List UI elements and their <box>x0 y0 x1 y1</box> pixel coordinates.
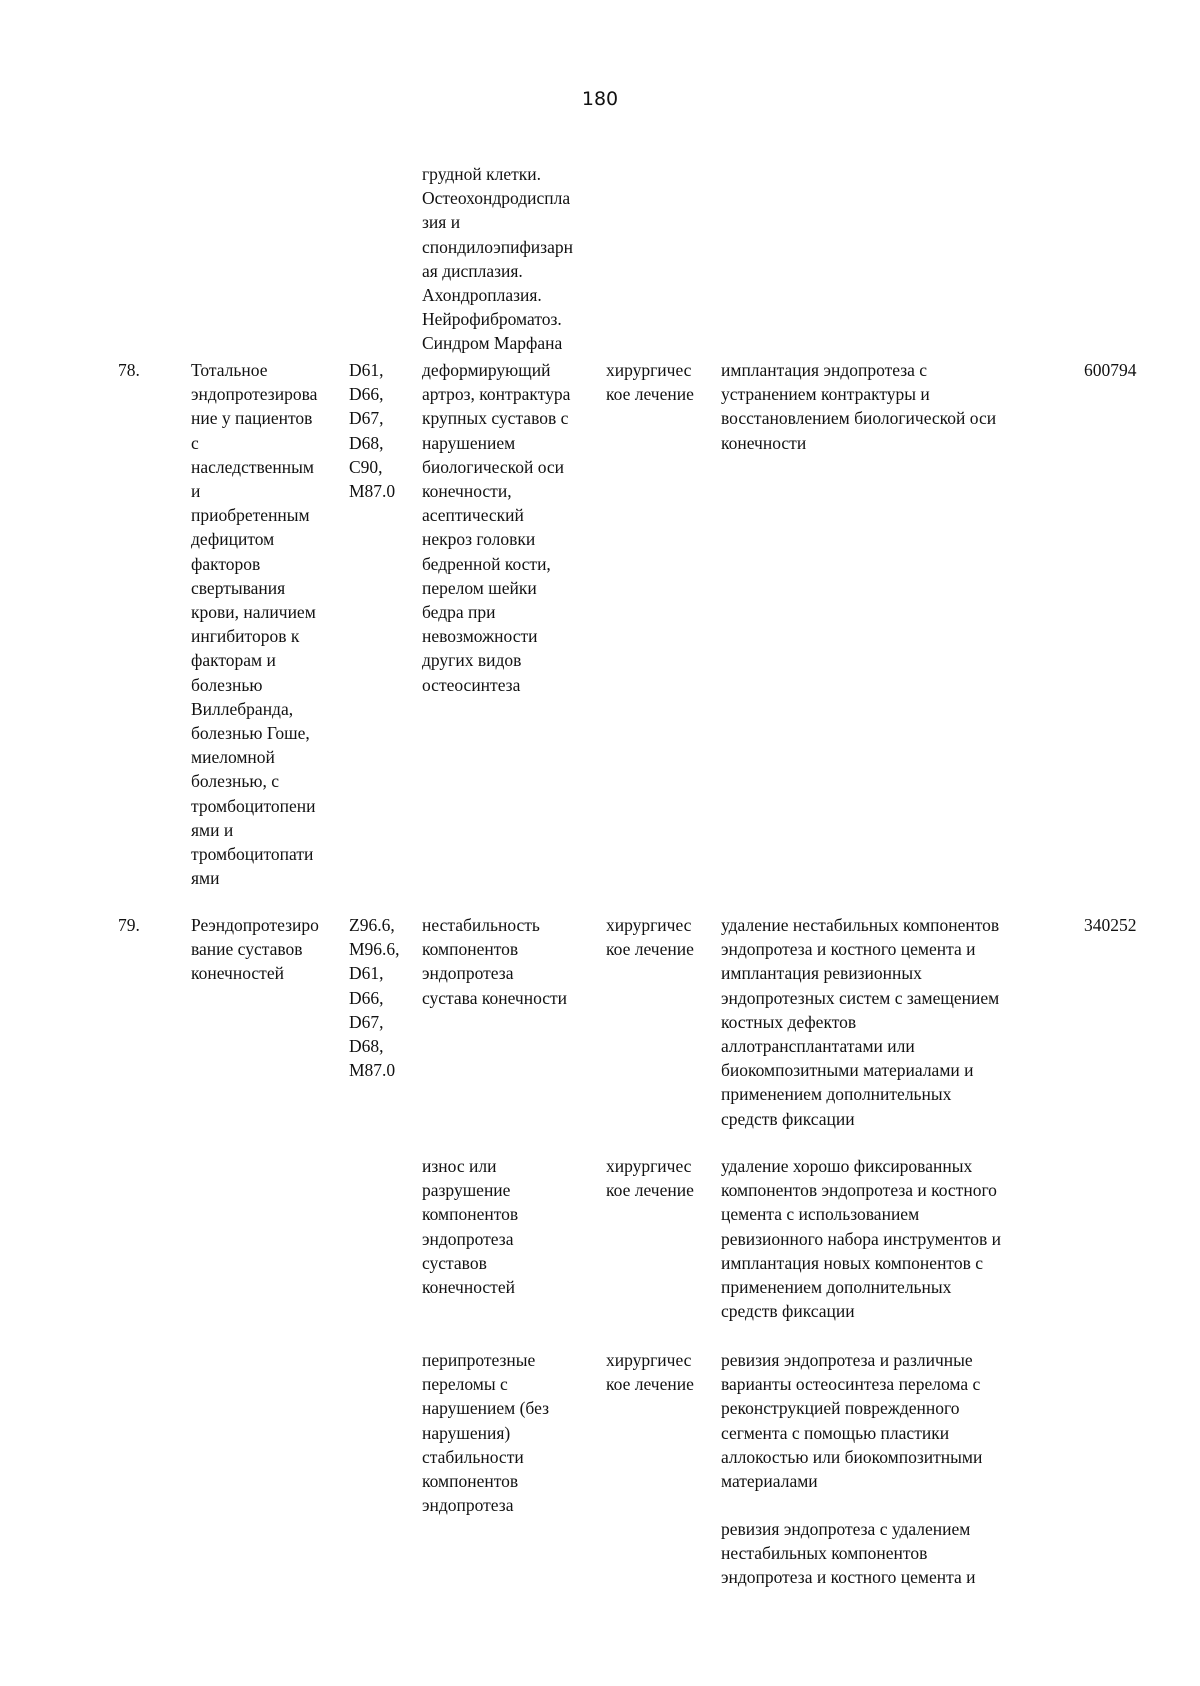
row-78-disease-model: деформирующий артроз, контрактура крупных суставов с нарушением биологической оси конечности, асептический некроз головки бедренной кости, перелом шейки бедра при невозможности других видов остеосинтеза <box>422 360 571 695</box>
row-78-treatment-type: хирургичес кое лечение <box>606 360 694 405</box>
row-79-entry-3-treatment-method-2: ревизия эндопротеза с удалением нестабильных компонентов эндопротеза и костного цемента и <box>721 1519 976 1588</box>
row-79-entry-3-treatment-type: хирургичес кое лечение <box>606 1350 694 1395</box>
row-79-entry-1-treatment-method: удаление нестабильных компонентов эндопротеза и костного цемента и имплантация ревизионных эндопротезных систем с замещением костных дефектов аллотрансплантатами или биокомпозитными материалами и применением дополнительных средств фиксации <box>721 915 1000 1129</box>
row-78-treatment-method: имплантация эндопротеза с устранением контрактуры и восстановлением биологической оси конечности <box>721 360 997 453</box>
row-79-icd-codes: Z96.6, M96.6, D61, D66, D67, D68, M87.0 <box>349 915 400 1081</box>
row-79-entry-1-disease-model: нестабильность компонентов эндопротеза сустава конечности <box>422 915 568 1008</box>
row-79-entry-2-treatment-type: хирургичес кое лечение <box>606 1156 694 1201</box>
page-number: 180 <box>581 88 619 110</box>
row-79-number: 79. <box>118 915 140 935</box>
row-78-number: 78. <box>118 360 140 380</box>
row-79-entry-1-treatment-type: хирургичес кое лечение <box>606 915 694 960</box>
row-78-cost: 600794 <box>1084 360 1137 380</box>
row-79-cost: 340252 <box>1084 915 1137 935</box>
row-79-name: Реэндопротезиро вание суставов конечностей <box>191 915 319 984</box>
continued-disease-model: грудной клетки. Остеохондродиспла зия и спондилоэпифизарн ая дисплазия. Ахондроплазия. Нейрофиброматоз. Синдром Марфана <box>422 164 573 354</box>
row-78-name: Тотальное эндопротезирова ние у пациентов с наследственным и приобретенным дефицитом факторов свертывания крови, наличием ингибиторов к факторам и болезнью Виллебранда, болезнью Гоше, миеломной болезнью, с тромбоцитопени ями и тромбоцитопати ями <box>191 360 318 889</box>
row-79-entry-3-treatment-method: ревизия эндопротеза и различные варианты остеосинтеза перелома с реконструкцией поврежденного сегмента с помощью пластики аллокостью или биокомпозитными материалами <box>721 1350 983 1492</box>
row-78-icd-codes: D61, D66, D67, D68, C90, M87.0 <box>349 360 396 502</box>
row-79-entry-2-treatment-method: удаление хорошо фиксированных компонентов эндопротеза и костного цемента с использованием ревизионного набора инструментов и имплантация новых компонентов с применением дополнительных средств фиксации <box>721 1156 1001 1322</box>
row-79-entry-2-disease-model: износ или разрушение компонентов эндопротеза суставов конечностей <box>422 1156 519 1298</box>
row-79-entry-3-disease-model: перипротезные переломы с нарушением (без нарушения) стабильности компонентов эндопротеза <box>422 1350 549 1516</box>
